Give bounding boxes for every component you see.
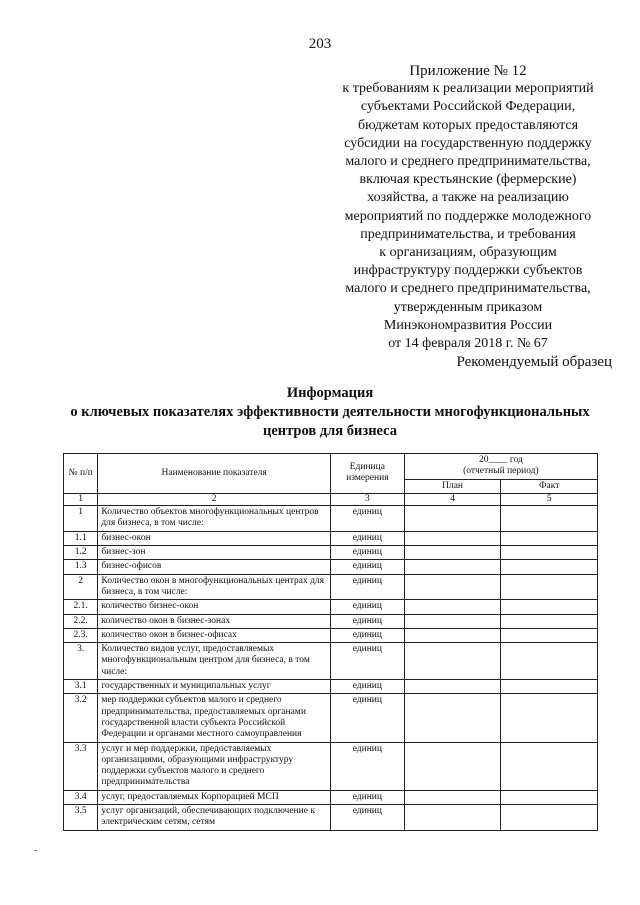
header-unit: Единица измерения — [330, 454, 404, 494]
unit-cell: единиц — [330, 531, 404, 545]
appendix-line: от 14 февраля 2018 г. № 67 — [388, 336, 548, 352]
column-number: 4 — [404, 493, 501, 505]
indicator-name: Количество видов услуг, предоставляемых многофункциональным центром для бизнеса, в том числе: — [98, 643, 331, 680]
unit-cell: единиц — [330, 790, 404, 804]
scan-mark — [34, 850, 37, 851]
column-numbers-row — [64, 493, 598, 505]
table-row — [64, 574, 598, 600]
header-num: № п/п — [64, 454, 98, 494]
fact-cell — [501, 742, 598, 790]
fact-cell — [501, 560, 598, 574]
table-row — [64, 790, 598, 804]
appendix-line: субъектами Российской Федерации, — [360, 99, 576, 115]
appendix-line: к требованиям к реализации мероприятий — [342, 81, 594, 97]
plan-cell — [404, 680, 501, 694]
unit-cell: единиц — [330, 560, 404, 574]
header-fact: Факт — [501, 479, 598, 493]
appendix-line: малого и среднего предпринимательства, — [345, 281, 591, 297]
table-row — [64, 600, 598, 614]
table-row — [64, 560, 598, 574]
row-number: 2.2. — [64, 614, 98, 628]
row-number: 3.3 — [64, 742, 98, 790]
table-row — [64, 546, 598, 560]
heading-line: о ключевых показателях эффективности деятельности многофункциональных — [70, 404, 590, 420]
fact-cell — [501, 531, 598, 545]
header-period-label: (отчетный период) — [463, 466, 539, 477]
fact-cell — [501, 643, 598, 680]
appendix-line: мероприятий по поддержке молодежного — [344, 208, 592, 224]
appendix-line: хозяйства, а также на реализацию — [367, 190, 569, 206]
row-number: 3.4 — [64, 790, 98, 804]
indicator-name: услуг организаций, обеспечивающих подключение к электрическим сетям, сетям — [98, 805, 331, 831]
row-number: 2.3. — [64, 628, 98, 642]
appendix-line: предпринимательства, и требования — [360, 226, 576, 242]
appendix-line: Минэкономразвития России — [383, 317, 553, 333]
column-number: 3 — [330, 493, 404, 505]
row-number: 2.1. — [64, 600, 98, 614]
heading-line: центров для бизнеса — [262, 423, 398, 439]
indicator-name: государственных и муниципальных услуг — [98, 680, 331, 694]
table-row — [64, 680, 598, 694]
fact-cell — [501, 574, 598, 600]
row-number: 3.5 — [64, 805, 98, 831]
plan-cell — [404, 614, 501, 628]
unit-cell: единиц — [330, 742, 404, 790]
plan-cell — [404, 574, 501, 600]
appendix-line: субсидии на государственную поддержку — [344, 135, 592, 151]
indicator-name: Количество окон в многофункциональных центрах для бизнеса, в том числе: — [98, 574, 331, 600]
plan-cell — [404, 805, 501, 831]
sample-label: Рекомендуемый образец — [456, 354, 612, 370]
table-row — [64, 614, 598, 628]
fact-cell — [501, 805, 598, 831]
appendix-line: включая крестьянские (фермерские) — [359, 172, 577, 188]
plan-cell — [404, 790, 501, 804]
plan-cell — [404, 742, 501, 790]
indicator-name: бизнес-окон — [98, 531, 331, 545]
indicator-name: мер поддержки субъектов малого и среднего предпринимательства, предоставляемых органами государственной власти субъекта Российской Федерации и органами местного самоуправления — [98, 694, 331, 742]
appendix-line: малого и среднего предпринимательства, — [345, 154, 591, 170]
document-heading — [40, 384, 620, 441]
plan-cell — [404, 560, 501, 574]
row-number: 3. — [64, 643, 98, 680]
fact-cell — [501, 790, 598, 804]
plan-cell — [404, 531, 501, 545]
fact-cell — [501, 614, 598, 628]
appendix-line: к организациям, образующим — [379, 245, 557, 261]
header-name: Наименование показателя — [98, 454, 331, 494]
fact-cell — [501, 680, 598, 694]
unit-cell: единиц — [330, 805, 404, 831]
unit-cell: единиц — [330, 614, 404, 628]
page-number: 203 — [308, 36, 332, 52]
header-period-year: 20____ год — [478, 455, 523, 465]
row-number: 1 — [64, 506, 98, 532]
table-row — [64, 643, 598, 680]
column-number: 5 — [501, 493, 598, 505]
indicator-name: услуг, предоставляемых Корпорацией МСП — [98, 790, 331, 804]
fact-cell — [501, 694, 598, 742]
indicator-name: услуг и мер поддержки, предоставляемых организациями, образующими инфраструктуру поддержки субъектов малого и среднего предпринимательства — [98, 742, 331, 790]
plan-cell — [404, 600, 501, 614]
appendix-line: бюджетам которых предоставляются — [357, 117, 579, 133]
table-row — [64, 628, 598, 642]
unit-cell: единиц — [330, 694, 404, 742]
unit-cell: единиц — [330, 546, 404, 560]
unit-cell: единиц — [330, 680, 404, 694]
fact-cell — [501, 506, 598, 532]
plan-cell — [404, 643, 501, 680]
appendix-line: инфраструктуру поддержки субъектов — [353, 263, 583, 279]
unit-cell: единиц — [330, 506, 404, 532]
table-row — [64, 742, 598, 790]
indicator-name: бизнес-офисов — [98, 560, 331, 574]
fact-cell — [501, 546, 598, 560]
fact-cell — [501, 628, 598, 642]
indicators-table — [63, 453, 598, 831]
indicator-name: бизнес-зон — [98, 546, 331, 560]
column-number: 1 — [64, 493, 98, 505]
table-row — [64, 506, 598, 532]
row-number: 1.1 — [64, 531, 98, 545]
appendix-title: Приложение № 12 — [409, 63, 527, 79]
unit-cell: единиц — [330, 628, 404, 642]
appendix-block — [318, 62, 618, 353]
row-number: 3.1 — [64, 680, 98, 694]
plan-cell — [404, 506, 501, 532]
row-number: 3.2 — [64, 694, 98, 742]
header-plan: План — [404, 479, 501, 493]
fact-cell — [501, 600, 598, 614]
appendix-line: утвержденным приказом — [393, 299, 543, 315]
indicator-name: количество бизнес-окон — [98, 600, 331, 614]
row-number: 1.3 — [64, 560, 98, 574]
plan-cell — [404, 546, 501, 560]
row-number: 2 — [64, 574, 98, 600]
indicator-name: Количество объектов многофункциональных центров для бизнеса, в том числе: — [98, 506, 331, 532]
heading-line: Информация — [286, 385, 374, 401]
plan-cell — [404, 628, 501, 642]
table-row — [64, 694, 598, 742]
unit-cell: единиц — [330, 574, 404, 600]
indicator-name: количество окон в бизнес-офисах — [98, 628, 331, 642]
row-number: 1.2 — [64, 546, 98, 560]
table-row — [64, 531, 598, 545]
indicator-name: количество окон в бизнес-зонах — [98, 614, 331, 628]
table-row — [64, 805, 598, 831]
plan-cell — [404, 694, 501, 742]
header-period — [404, 454, 597, 480]
unit-cell: единиц — [330, 600, 404, 614]
unit-cell: единиц — [330, 643, 404, 680]
column-number: 2 — [98, 493, 331, 505]
